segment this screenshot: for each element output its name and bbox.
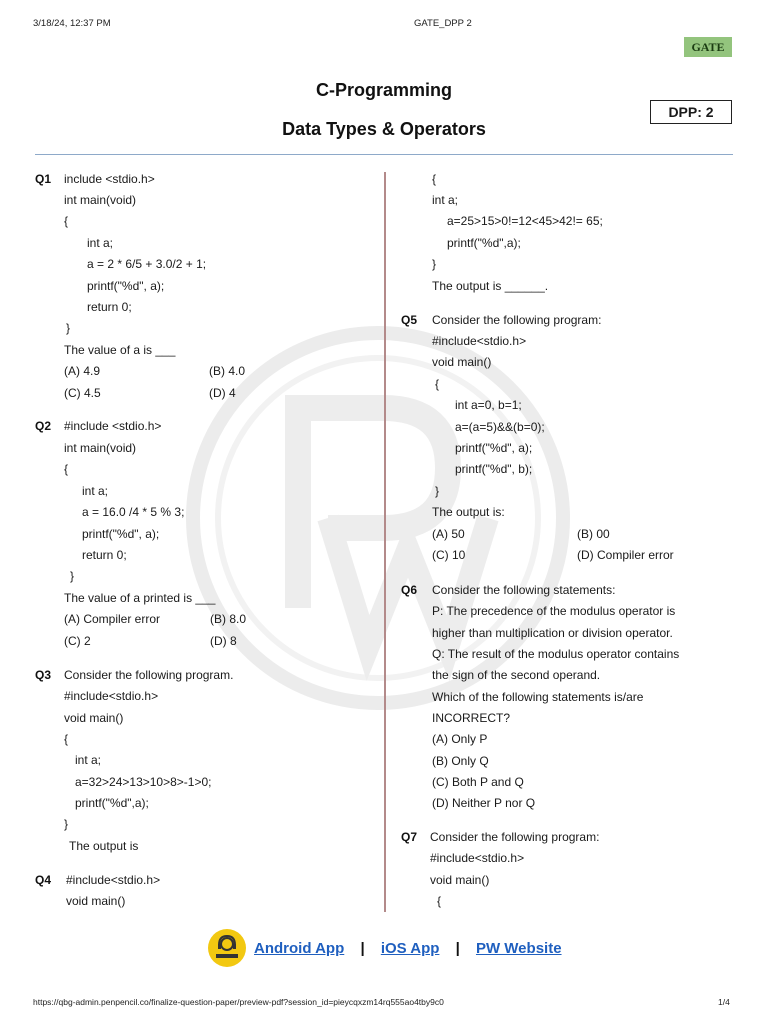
code-line: #include<stdio.h> (64, 689, 159, 703)
option: (C) 4.5 (64, 386, 101, 400)
code-line: int a; (82, 484, 109, 498)
option: (C) 10 (432, 548, 466, 562)
code-line: void main() (430, 873, 490, 887)
code-line: a=25>15>0!=12<45>42!= 65; (447, 214, 603, 228)
option: (D) 4 (209, 386, 236, 400)
option: (C) 2 (64, 634, 91, 648)
question-prompt: Consider the following program: (430, 830, 600, 844)
question-prompt: The output is: (432, 505, 505, 519)
ios-app-link[interactable]: iOS App (380, 940, 440, 957)
code-line: int a; (75, 753, 102, 767)
question-number: Q1 (35, 172, 52, 186)
code-line: int main(void) (64, 441, 137, 455)
code-line: int a; (87, 236, 114, 250)
option: (B) 8.0 (210, 612, 247, 626)
print-doc-title: GATE_DPP 2 (414, 18, 472, 29)
code-line: printf("%d", b); (455, 462, 533, 476)
question-number: Q3 (35, 668, 52, 682)
statement-line: Q: The result of the modulus operator contains (432, 647, 680, 661)
question-prompt: Consider the following program. (64, 668, 234, 682)
code-line: #include<stdio.h> (66, 873, 161, 887)
statement-line: INCORRECT? (432, 711, 511, 725)
android-app-link[interactable]: Android App (254, 940, 345, 957)
code-line: int a=0, b=1; (455, 398, 522, 412)
dpp-box: DPP: 2 (650, 100, 732, 124)
code-line: a = 2 * 6/5 + 3.0/2 + 1; (87, 257, 207, 271)
code-line: return 0; (87, 300, 132, 314)
code-line: void main() (66, 894, 126, 908)
option: (B) 4.0 (209, 364, 246, 378)
question-prompt: The output is ______. (432, 279, 549, 293)
option: (A) Compiler error (64, 612, 161, 626)
code-line: { (64, 732, 69, 746)
code-line: } (70, 569, 75, 583)
code-line: { (64, 214, 69, 228)
option: (B) 00 (577, 527, 610, 541)
code-line: a=32>24>13>10>8>-1>0; (75, 775, 212, 789)
customer-service-icon (208, 929, 246, 967)
print-datetime: 3/18/24, 12:37 PM (33, 18, 111, 29)
link-separator: | (360, 940, 365, 957)
question-prompt: The value of a printed is ___ (64, 591, 216, 605)
code-line: } (432, 257, 437, 271)
code-line: a = 16.0 /4 * 5 % 3; (82, 505, 185, 519)
code-line: #include<stdio.h> (430, 851, 525, 865)
question-prompt: Consider the following statements: (432, 583, 616, 597)
code-line: { (437, 894, 442, 908)
code-line: int main(void) (64, 193, 137, 207)
column-divider (384, 172, 386, 912)
code-line: int a; (432, 193, 459, 207)
page-title: C-Programming (315, 80, 452, 100)
code-line: printf("%d", a); (87, 279, 165, 293)
statement-line: higher than multiplication or division operator. (432, 626, 673, 640)
code-line: { (432, 172, 437, 186)
footer-links (254, 940, 562, 957)
code-line: void main() (64, 711, 124, 725)
code-line: #include<stdio.h> (432, 334, 527, 348)
code-line: return 0; (82, 548, 127, 562)
code-line: { (64, 462, 69, 476)
question-prompt: Consider the following program: (432, 313, 602, 327)
option: (A) 4.9 (64, 364, 101, 378)
code-line: a=(a=5)&&(b=0); (455, 420, 545, 434)
statement-line: P: The precedence of the modulus operator is (432, 604, 676, 618)
option: (D) Neither P nor Q (432, 796, 536, 810)
question-number: Q6 (401, 583, 418, 597)
code-line: include <stdio.h> (64, 172, 155, 186)
option: (A) Only P (432, 732, 488, 746)
option: (D) 8 (210, 634, 237, 648)
question-number: Q4 (35, 873, 52, 887)
title-rule (35, 154, 733, 155)
code-line: printf("%d", a); (82, 527, 160, 541)
pw-website-link[interactable]: PW Website (475, 940, 562, 957)
question-prompt: The output is (69, 839, 139, 853)
code-line: printf("%d", a); (455, 441, 533, 455)
code-line: } (64, 817, 69, 831)
option: (D) Compiler error (577, 548, 674, 562)
code-line: void main() (432, 355, 492, 369)
code-line: printf("%d",a); (447, 236, 521, 250)
statement-line: the sign of the second operand. (432, 668, 601, 682)
question-number: Q5 (401, 313, 418, 327)
print-url: https://qbg-admin.penpencil.co/finalize-question-paper/preview-pdf?session_id=pieycqxzm14rq555ao4tby9c0 (33, 997, 444, 1007)
question-number: Q2 (35, 419, 52, 433)
code-line: printf("%d",a); (75, 796, 149, 810)
code-line: { (435, 377, 440, 391)
link-separator: | (455, 940, 460, 957)
option: (C) Both P and Q (432, 775, 524, 789)
gate-badge: GATE (684, 37, 732, 57)
question-number: Q7 (401, 830, 418, 844)
code-line: } (66, 321, 71, 335)
code-line: #include <stdio.h> (64, 419, 162, 433)
option: (B) Only Q (432, 754, 489, 768)
page-subtitle: Data Types & Operators (282, 119, 486, 139)
question-prompt: The value of a is ___ (64, 343, 176, 357)
option: (A) 50 (432, 527, 465, 541)
code-line: } (435, 484, 440, 498)
statement-line: Which of the following statements is/are (432, 690, 644, 704)
page-number: 1/4 (718, 997, 730, 1007)
